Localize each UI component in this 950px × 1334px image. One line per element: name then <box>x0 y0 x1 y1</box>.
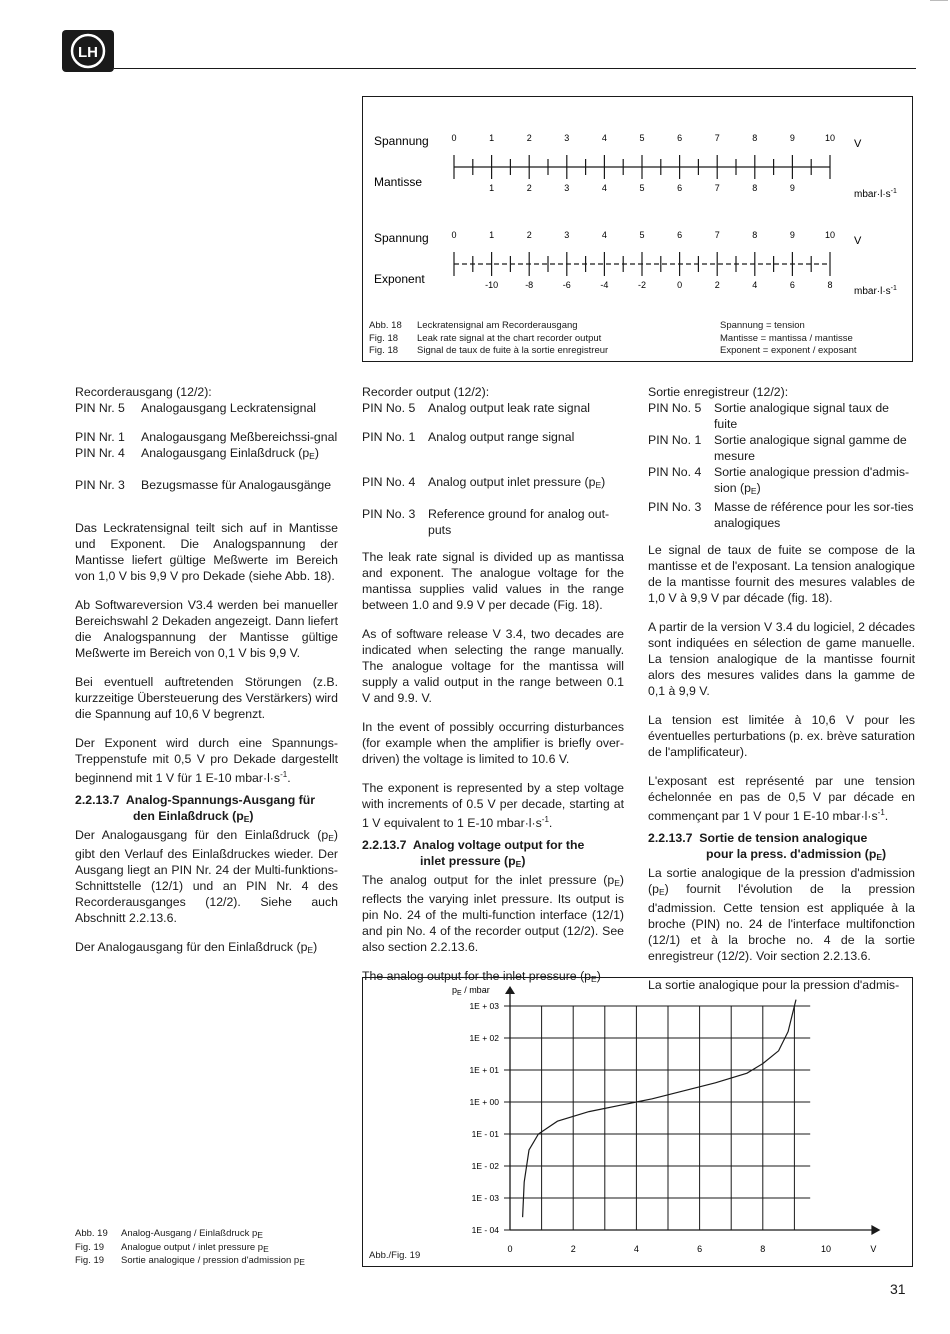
paragraph: Bei eventuell auftretenden Störungen (z.B. kurzzeitige Übersteuerung des Verstärkers) wird die Spannung auf 10,6 V begrenzt. <box>75 675 338 721</box>
y-tick-label: 1E + 02 <box>469 1033 499 1043</box>
exponent-row-top-tick: 0 <box>451 230 457 240</box>
mantissa-row-top-tick: 1 <box>489 133 495 143</box>
mantissa-row-bottom-tick: 1 <box>489 183 495 193</box>
exponent-row-bottom-tick: 0 <box>677 280 683 290</box>
x-axis-unit: V <box>870 1244 877 1254</box>
mantissa-row-top-tick: 7 <box>714 133 720 143</box>
x-tick-label: 6 <box>697 1244 703 1254</box>
y-tick-label: 1E - 03 <box>471 1193 499 1203</box>
paragraph: La sortie analogique pour la pression d'admis- <box>648 978 900 993</box>
mantissa-row-unit-top: V <box>854 138 862 150</box>
figure-18-caption <box>369 320 608 358</box>
company-logo <box>62 30 114 72</box>
y-tick-label: 1E + 03 <box>469 1001 499 1011</box>
exponent-row-label-bottom: Exponent <box>374 272 425 286</box>
paragraph: The analog output for the inlet pressure $(p_E)$ reflects the varying inlet pressure. Its output is pin No. 24 of the multi-function interface (12/1) and pin No. 4 of the recorder output (12/2). See also section 2.2.13.6. <box>362 873 624 955</box>
exponent-row-bottom-tick: -4 <box>600 280 609 290</box>
chart-footer-label: Abb./Fig. 19 <box>369 1250 421 1261</box>
caption-num: Abb. 18 <box>369 320 402 331</box>
exponent-row-top-tick: 4 <box>601 230 607 240</box>
paragraph: Der Exponent wird durch eine Spannungs-Treppenstufe mit 0,5 V pro Dekade dargestellt beginnend mit 1 V für 1 E-10 $mbar\cdot l\cdot s^{-1}$. <box>75 736 338 786</box>
mantissa-row-bottom-tick: 9 <box>789 183 795 193</box>
pressure-curve <box>523 1000 796 1218</box>
exponent-row-top-tick: 8 <box>752 230 758 240</box>
section-heading: 2.2.13.7 Sortie de tension analogique pour la press. d'admission $(p_E)$ <box>648 831 887 863</box>
paragraph: La tension est limitée à 10,6 V pour les éventuelles perturbations (p. ex. brève saturation de l'amplificateur). <box>648 713 915 759</box>
legend-item: Mantisse = mantissa / mantisse <box>720 332 853 344</box>
y-tick-label: 1E - 02 <box>471 1161 499 1171</box>
exponent-row-top-tick: 2 <box>526 230 532 240</box>
exponent-row-top-tick: 5 <box>639 230 645 240</box>
mantissa-row-bottom-tick: 4 <box>601 183 607 193</box>
pin-row: PIN Nr. 4 Analogausgang Einlaßdruck $(p_E)$ <box>75 446 319 461</box>
header-rule <box>114 68 916 69</box>
paragraph: The analog output for the inlet pressure $(p_E)$ <box>362 969 601 985</box>
figure-18-legend <box>720 320 857 358</box>
exponent-row-unit-bottom: $mbar\cdot l\cdot s^{-1}$ <box>854 285 897 297</box>
pressure-chart <box>363 978 914 1268</box>
pin-row: PIN No. 1 Analog output range signal <box>362 430 575 444</box>
figure-19-chart <box>362 977 913 1267</box>
mantissa-row-top-tick: 0 <box>451 133 457 143</box>
mantissa-row-unit-bottom: $mbar\cdot l\cdot s^{-1}$ <box>854 188 897 200</box>
mantissa-row-bottom-tick: 7 <box>714 183 720 193</box>
x-tick-label: 10 <box>820 1244 832 1254</box>
exponent-row-top-tick: 7 <box>714 230 720 240</box>
exponent-row-bottom-tick: 2 <box>714 280 720 290</box>
exponent-row-top-tick: 6 <box>677 230 683 240</box>
pin-row: PIN No. 5 Sortie analogique signal taux de fuite <box>648 401 890 431</box>
mantissa-row-bottom-tick: 8 <box>752 183 758 193</box>
paragraph: A partir de la version V 3.4 du logiciel, 2 décades sont indiquées en sélection de game manuelle. La tension analogique de la mantisse fournit alors des mesures valides dans la gamme de 0,1 à 9,9 V. <box>648 620 915 698</box>
exponent-row-bottom-tick: 8 <box>827 280 833 290</box>
mantissa-row-bottom-tick: 6 <box>677 183 683 193</box>
logo-text: LH <box>78 44 98 61</box>
exponent-row-bottom-tick: -8 <box>525 280 534 290</box>
exponent-row-top-tick: 9 <box>789 230 795 240</box>
x-tick-label: 8 <box>760 1244 766 1254</box>
paragraph: Der Analogausgang für den Einlaßdruck $(p_E)$ gibt den Verlauf des Einlaßdruckes wieder. Der Ausgang liegt an PIN Nr. 24 der Multi-funktions-Schnittstelle (12/1) und an PIN Nr. 4 des Recorderausganges (12/2). Siehe auch Abschnitt 2.2.13.6. <box>75 828 338 926</box>
caption-text: Leckratensignal am Recorderausgang <box>417 320 578 331</box>
paragraph: The leak rate signal is divided up as mantissa and exponent. The analogue voltage for the mantissa supplies valid values in the range between 1.0 and 9.9 V per decade (Fig. 18). <box>362 550 624 612</box>
y-axis-label: $p_E$ / mbar <box>452 985 490 997</box>
recorder-intro: Recorder output (12/2): <box>362 385 490 399</box>
x-tick-label: 4 <box>633 1244 639 1254</box>
mantissa-row-bottom-tick: 2 <box>526 183 532 193</box>
pin-row: PIN No. 3 Reference ground for analog out-puts <box>362 507 610 537</box>
column-english <box>362 384 624 1000</box>
page-number: 31 <box>890 1281 906 1297</box>
caption-num: Fig. 18 <box>369 332 399 344</box>
y-tick-label: 1E - 04 <box>471 1225 499 1235</box>
exponent-row-label-top: Spannung <box>374 231 429 245</box>
exponent-row-top-tick: 1 <box>489 230 495 240</box>
y-tick-label: 1E + 01 <box>469 1065 499 1075</box>
pin-row: PIN Nr. 1 Analogausgang Meßbereichssi-gnal <box>75 430 338 444</box>
exponent-row-bottom-tick: -6 <box>562 280 571 290</box>
x-axis-arrow <box>871 1225 880 1235</box>
mantissa-row-label-bottom: Mantisse <box>374 175 423 189</box>
x-tick-label: 2 <box>570 1244 576 1254</box>
pin-row: PIN No. 1 Sortie analogique signal gamme de mesure <box>648 433 907 463</box>
figure-18 <box>362 96 913 362</box>
mantissa-row-top-tick: 10 <box>824 133 836 143</box>
mantissa-row-top-tick: 6 <box>677 133 683 143</box>
mantissa-row-bottom-tick: 3 <box>564 183 570 193</box>
mantissa-row-bottom-tick: 5 <box>639 183 645 193</box>
section-heading: 2.2.13.7 Analog-Spannungs-Ausgang für den Einlaßdruck $(p_E)$ <box>75 793 316 825</box>
exponent-row-bottom-tick: -2 <box>637 280 647 290</box>
paragraph: In the event of possibly occurring disturbances (for example when the amplifier is briefly over-driven) the voltage is limited to 10.6 V. <box>362 720 624 766</box>
figure-19-caption: Abb. 19 Analog-Ausgang / Einlaßdruck $p_E$ Fig. 19 Analogue output / inlet pressure $p_E$ Fig. 19 Sortie analogique / pression d'admission $p_E$ <box>75 1228 305 1267</box>
pin-row: PIN Nr. 3 Bezugsmasse für Analogausgänge <box>75 478 332 492</box>
paragraph: The exponent is represented by a step voltage with increments of 0.5 V per decade, starting at 1 V equivalent to 1 E-10 $mbar\cdot l\cdot s^{-1}$. <box>362 781 624 831</box>
pin-row: PIN No. 4 Analog output inlet pressure $(p_E)$ <box>362 475 606 490</box>
pin-row: PIN Nr. 5 Analogausgang Leckratensignal <box>75 401 317 415</box>
paragraph: Das Leckratensignal teilt sich auf in Mantisse und Exponent. Die Analogspannung der Mantisse liefert gültige Meßwerte im Bereich von 1,0 V bis 9,9 V pro Dekade (siehe Abb. 18). <box>75 521 338 583</box>
paragraph: La sortie analogique de la pression d'admission $(p_E)$ fournit l'évolution de la pression d'admission. Cette tension est appliquée à la broche (PIN) no. 24 de l'interface multifonction (12/1) et à la broche no. 4 de la sortie enregistreur (12/2). Voir section 2.2.13.6. <box>648 866 915 964</box>
pin-row: PIN No. 5 Analog output leak rate signal <box>362 401 591 415</box>
mantissa-row-top-tick: 5 <box>639 133 645 143</box>
paragraph: As of software release V 3.4, two decades are indicated when selecting the range manually. The analogue voltage for the mantissa will supply a valid output in the range between 0.1 V and 9.9. V. <box>362 627 624 705</box>
section-heading: 2.2.13.7 Analog voltage output for the inlet pressure $(p_E)$ <box>362 838 585 870</box>
y-axis-arrow <box>505 986 515 994</box>
paragraph: Ab Softwareversion V3.4 werden bei manueller Bereichswahl 2 Dekaden angezeigt. Dann liefert die Analogspannung der Mantisse gültige Meßwerte im Bereich von 0,1 V bis 9,9 V. <box>75 598 338 660</box>
recorder-intro: Recorderausgang (12/2): <box>75 385 212 399</box>
y-tick-label: 1E + 00 <box>469 1097 499 1107</box>
caption-text: Signal de taux de fuite à la sortie enregistreur <box>417 345 609 356</box>
paragraph: Le signal de taux de fuite se compose de la mantisse et de l'exposant. La tension analogique de la mantisse fournit des mesures valables de 1,0 V à 9,9 V par décade (fig. 18). <box>648 543 915 605</box>
corner-mark <box>930 0 948 7</box>
mantissa-row-top-tick: 4 <box>601 133 607 143</box>
recorder-intro: Sortie enregistreur (12/2): <box>648 385 789 399</box>
exponent-row-bottom-tick: 4 <box>752 280 758 290</box>
legend-item: Spannung = tension <box>720 320 805 331</box>
exponent-row-unit-top: V <box>854 235 862 247</box>
x-tick-label: 0 <box>507 1244 513 1254</box>
exponent-row-top-tick: 3 <box>564 230 570 240</box>
y-tick-label: 1E - 01 <box>471 1129 499 1139</box>
pin-row: PIN No. 3 Masse de référence pour les sor-ties analogiques <box>648 500 914 530</box>
mantissa-row-top-tick: 8 <box>752 133 758 143</box>
exponent-row-bottom-tick: 6 <box>789 280 795 290</box>
mantissa-row-label-top: Spannung <box>374 134 429 148</box>
column-german <box>75 384 338 971</box>
mantissa-row-top-tick: 9 <box>789 133 795 143</box>
paragraph: L'exposant est représenté par une tension échelonnée en pas de 0,5 V par décade en commençant par 1 V pour 1 E-10 $mbar\cdot l\cdot s^{-1}$. <box>648 774 915 824</box>
caption-text: Leak rate signal at the chart recorder output <box>417 332 602 344</box>
mantissa-row-top-tick: 2 <box>526 133 532 143</box>
legend-item: Exponent = exponent / exposant <box>720 345 857 356</box>
caption-num: Fig. 18 <box>369 345 399 356</box>
paragraph: Der Analogausgang für den Einlaßdruck $(p_E)$ <box>75 940 318 956</box>
exponent-row-top-tick: 10 <box>824 230 836 240</box>
pin-row: PIN No. 4 Sortie analogique pression d'admis-sion $(p_E)$ <box>648 465 910 496</box>
column-french <box>648 384 915 1006</box>
mantissa-row-top-tick: 3 <box>564 133 570 143</box>
exponent-row-bottom-tick: -10 <box>485 280 499 290</box>
